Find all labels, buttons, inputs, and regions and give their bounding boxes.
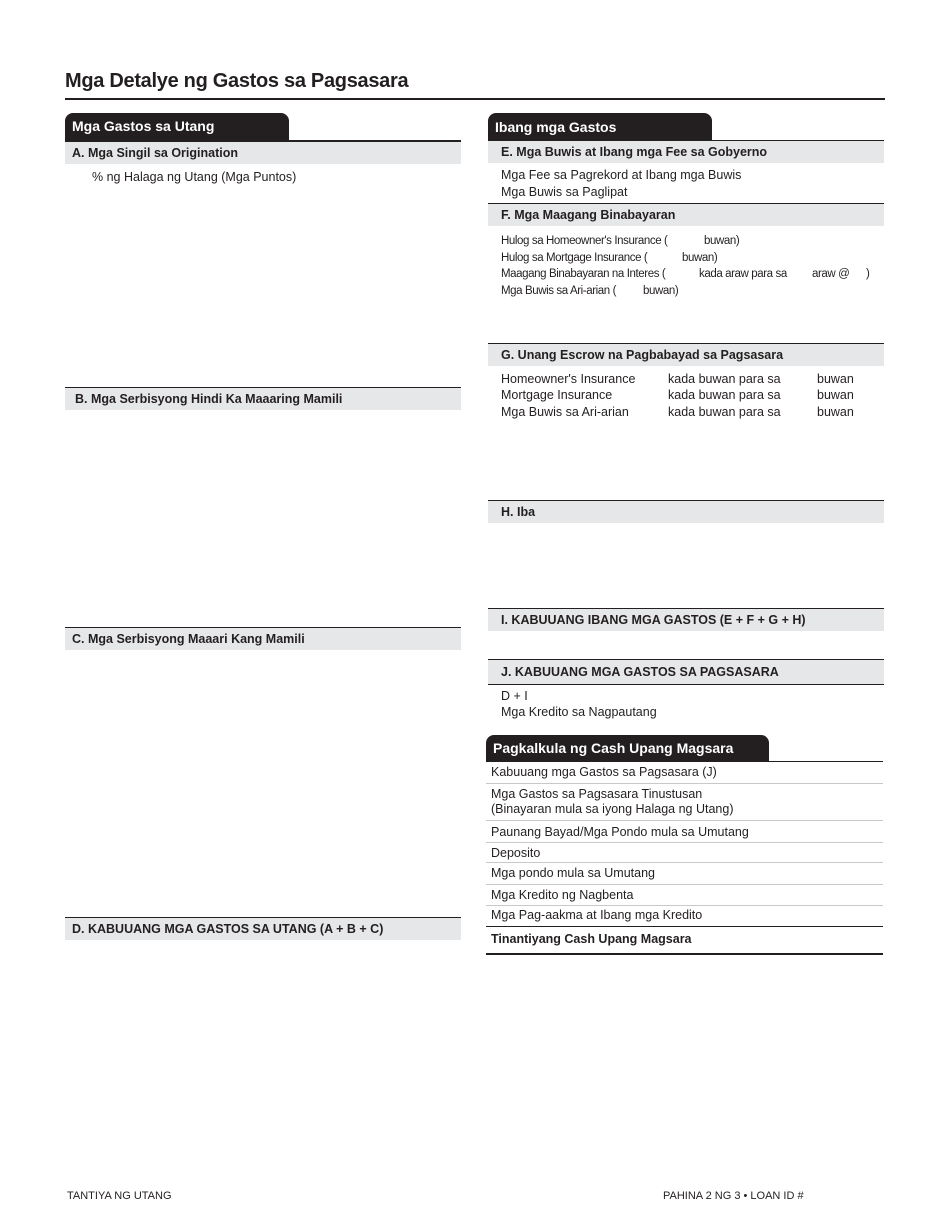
section-i-header: [488, 608, 884, 631]
cash-row-label: Mga pondo mula sa Umutang: [491, 866, 655, 880]
months-text: buwan): [704, 235, 740, 247]
tab-cash-to-close: Pagkalkula ng Cash Upang Magsara: [486, 735, 769, 762]
cash-row-label: Mga Gastos sa Pagsasara Tinustusan: [491, 787, 703, 801]
cash-row-deposit: [486, 843, 883, 863]
section-a-label: A. Mga Singil sa Origination: [72, 146, 238, 160]
days-at-text: araw @: [812, 268, 850, 280]
cash-row-label: Kabuuang mga Gastos sa Pagsasara (J): [491, 765, 717, 779]
escrow-row-name: Homeowner's Insurance: [501, 372, 636, 386]
cash-row-label: Tinantiyang Cash Upang Magsara: [491, 932, 692, 946]
lender-credits-text: Mga Kredito sa Nagpautang: [501, 705, 657, 719]
footer-left: TANTIYA NG UTANG: [67, 1190, 172, 1202]
section-j-header: [488, 659, 884, 685]
escrow-row-rate: kada buwan para sa: [668, 388, 781, 402]
escrow-row-name: Mga Buwis sa Ari-arian: [501, 405, 629, 419]
section-a-header: [65, 141, 461, 164]
per-day-for-text: kada araw para sa: [699, 268, 787, 280]
section-c-label: C. Mga Serbisyong Maaari Kang Mamili: [72, 632, 305, 646]
months-text: buwan): [643, 285, 679, 297]
section-c-header: [65, 627, 461, 650]
cash-row-seller-credits: [486, 885, 883, 906]
cash-row-label: Paunang Bayad/Mga Pondo mula sa Umutang: [491, 825, 749, 839]
prepaid-interest-text: Maagang Binabayaran na Interes (: [501, 268, 666, 280]
cash-row-estimated-cash: [486, 926, 883, 955]
homeowners-insurance-premium-text: Hulog sa Homeowner's Insurance (: [501, 235, 668, 247]
cash-row-borrower-funds: [486, 863, 883, 885]
cash-row-label: Deposito: [491, 846, 541, 860]
transfer-taxes-text: Mga Buwis sa Paglipat: [501, 185, 628, 199]
escrow-row-months: buwan: [817, 405, 854, 419]
section-j-label: J. KABUUANG MGA GASTOS SA PAGSASARA: [501, 665, 779, 679]
cash-row-label: Mga Kredito ng Nagbenta: [491, 888, 634, 902]
cash-row-adjustments: [486, 906, 883, 926]
section-i-label: I. KABUUANG IBANG MGA GASTOS (E + F + G + H): [501, 613, 806, 627]
months-text: buwan): [682, 252, 718, 264]
section-b-header: [65, 387, 461, 410]
section-g-header: [488, 343, 884, 366]
cash-row-sublabel: (Binayaran mula sa iyong Halaga ng Utang): [491, 802, 734, 816]
tab-loan-costs: Mga Gastos sa Utang: [65, 113, 289, 140]
escrow-row-name: Mortgage Insurance: [501, 388, 613, 402]
section-f-header: [488, 203, 884, 226]
origination-points-text: % ng Halaga ng Utang (Mga Puntos): [92, 170, 297, 184]
escrow-row-months: buwan: [817, 372, 854, 386]
section-e-label: E. Mga Buwis at Ibang mga Fee sa Gobyerno: [501, 145, 768, 159]
mortgage-insurance-premium-text: Hulog sa Mortgage Insurance (: [501, 252, 648, 264]
cash-row-down-payment: [486, 821, 883, 843]
tab-other-costs: Ibang mga Gastos: [488, 113, 712, 141]
section-h-label: H. Iba: [501, 505, 536, 519]
recording-fees-text: Mga Fee sa Pagrekord at Ibang mga Buwis: [501, 168, 742, 182]
footer-right: PAHINA 2 NG 3 • LOAN ID #: [663, 1190, 804, 1202]
d-plus-i-text: D + I: [501, 689, 528, 703]
section-g-label: G. Unang Escrow na Pagbabayad sa Pagsasara: [501, 348, 784, 362]
section-e-header: [488, 140, 884, 163]
cash-to-close-table: [486, 762, 883, 955]
escrow-row-rate: kada buwan para sa: [668, 372, 781, 386]
cash-row-label: Mga Pag-aakma at Ibang mga Kredito: [491, 908, 703, 922]
cash-row-total-closing-costs: [486, 762, 883, 784]
section-d-label: D. KABUUANG MGA GASTOS SA UTANG (A + B + C): [72, 922, 384, 936]
escrow-row-months: buwan: [817, 388, 854, 402]
escrow-row-rate: kada buwan para sa: [668, 405, 781, 419]
section-d-header: [65, 917, 461, 940]
property-taxes-text: Mga Buwis sa Ari-arian (: [501, 285, 617, 297]
close-paren-text: ): [866, 268, 870, 280]
section-f-label: F. Mga Maagang Binabayaran: [501, 208, 676, 222]
title-divider: [65, 98, 885, 100]
cash-row-financed: [486, 784, 883, 821]
section-b-label: B. Mga Serbisyong Hindi Ka Maaaring Mamili: [75, 392, 343, 406]
section-h-header: [488, 500, 884, 523]
page-title: Mga Detalye ng Gastos sa Pagsasara: [65, 70, 409, 92]
